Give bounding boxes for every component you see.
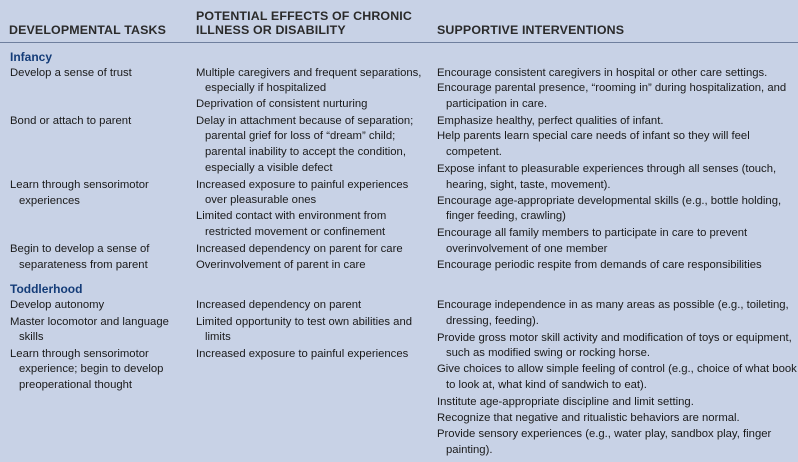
intervention-sensory-2: painting).: [446, 444, 493, 456]
task-toddler-sensorimotor-3: preoperational thought: [19, 379, 133, 391]
effect-deprivation: Deprivation of consistent nurturing: [196, 98, 368, 110]
effect-painful-experiences-2: over pleasurable ones: [205, 194, 317, 206]
task-toddler-sensorimotor-2: experience; begin to develop: [19, 363, 164, 375]
effect-limited-contact-2: restricted movement or confinement: [205, 226, 386, 238]
effect-delay-attachment-4: especially a visible defect: [205, 162, 333, 174]
task-separateness-2: separateness from parent: [19, 259, 148, 271]
effect-painful-experiences-1: Increased exposure to painful experiences: [196, 179, 409, 191]
section-infancy: Infancy: [10, 50, 53, 64]
intervention-choices-2: to look at, what kind of sandwich to eat).: [446, 379, 647, 391]
intervention-developmental-skills-1: Encourage age-appropriate developmental skills (e.g., bottle holding,: [437, 195, 782, 207]
intervention-emphasize-healthy: Emphasize healthy, perfect qualities of infant.: [437, 115, 664, 127]
effect-delay-attachment-1: Delay in attachment because of separation;: [196, 115, 414, 127]
task-sensorimotor-2: experiences: [19, 195, 80, 207]
intervention-independence-2: dressing, feeding).: [446, 315, 539, 327]
intervention-special-care-2: competent.: [446, 146, 502, 158]
table-header: [0, 0, 798, 43]
intervention-pleasurable-senses-2: hearing, sight, taste, movement).: [446, 179, 611, 191]
effect-increased-dependency: Increased dependency on parent for care: [196, 243, 403, 255]
intervention-periodic-respite: Encourage periodic respite from demands of care responsibilities: [437, 259, 762, 271]
intervention-gross-motor-1: Provide gross motor skill activity and modification of toys or equipment,: [437, 332, 792, 344]
intervention-negative-behaviors: Recognize that negative and ritualistic behaviors are normal.: [437, 412, 740, 424]
intervention-independence-1: Encourage independence in as many areas as possible (e.g., toileting,: [437, 299, 789, 311]
intervention-consistent-caregivers: Encourage consistent caregivers in hospital or other care settings.: [437, 67, 768, 79]
effect-limited-opportunity-1: Limited opportunity to test own abilities and: [196, 316, 413, 328]
intervention-developmental-skills-2: finger feeding, crawling): [446, 210, 566, 222]
effect-overinvolvement: Overinvolvement of parent in care: [196, 259, 366, 271]
intervention-pleasurable-senses-1: Expose infant to pleasurable experiences through all senses (touch,: [437, 163, 777, 175]
header-developmental-tasks: DEVELOPMENTAL TASKS: [9, 23, 167, 37]
task-bond-attach: Bond or attach to parent: [10, 115, 132, 127]
header-supportive-interventions: SUPPORTIVE INTERVENTIONS: [437, 23, 625, 37]
task-separateness-1: Begin to develop a sense of: [10, 243, 150, 255]
effect-toddler-painful: Increased exposure to painful experiences: [196, 348, 409, 360]
intervention-family-members-1: Encourage all family members to participate in care to prevent: [437, 227, 748, 239]
effect-limited-contact-1: Limited contact with environment from: [196, 210, 387, 222]
header-potential-effects-line1: POTENTIAL EFFECTS OF CHRONIC: [196, 9, 412, 23]
intervention-parental-presence-1: Encourage parental presence, “rooming in” during hospitalization, and: [437, 82, 787, 94]
intervention-special-care-1: Help parents learn special care needs of infant so they will feel: [437, 130, 750, 142]
effect-multiple-caregivers-2: especially if hospitalized: [205, 82, 327, 94]
task-locomotor-1: Master locomotor and language: [10, 316, 169, 328]
intervention-family-members-2: overinvolvement of one member: [446, 243, 608, 255]
intervention-gross-motor-2: such as modified swing or rocking horse.: [446, 347, 651, 359]
effect-limited-opportunity-2: limits: [205, 331, 231, 343]
intervention-sensory-1: Provide sensory experiences (e.g., water play, sandbox play, finger: [437, 428, 772, 440]
task-locomotor-2: skills: [19, 331, 44, 343]
section-toddlerhood: Toddlerhood: [10, 282, 83, 296]
header-potential-effects-line2: ILLNESS OR DISABILITY: [196, 23, 346, 37]
effect-delay-attachment-2: parental grief for loss of “dream” child;: [205, 130, 396, 142]
task-develop-autonomy: Develop autonomy: [10, 299, 105, 311]
effect-toddler-dependency: Increased dependency on parent: [196, 299, 362, 311]
intervention-discipline: Institute age-appropriate discipline and limit setting.: [437, 396, 694, 408]
effect-delay-attachment-3: parental inability to accept the condition,: [205, 146, 406, 158]
task-toddler-sensorimotor-1: Learn through sensorimotor: [10, 348, 149, 360]
intervention-parental-presence-2: participation in care.: [446, 98, 548, 110]
task-develop-trust: Develop a sense of trust: [10, 67, 132, 79]
task-sensorimotor-1: Learn through sensorimotor: [10, 179, 149, 191]
effect-multiple-caregivers-1: Multiple caregivers and frequent separations,: [196, 67, 422, 79]
intervention-choices-1: Give choices to allow simple feeling of control (e.g., choice of what book: [437, 363, 797, 375]
